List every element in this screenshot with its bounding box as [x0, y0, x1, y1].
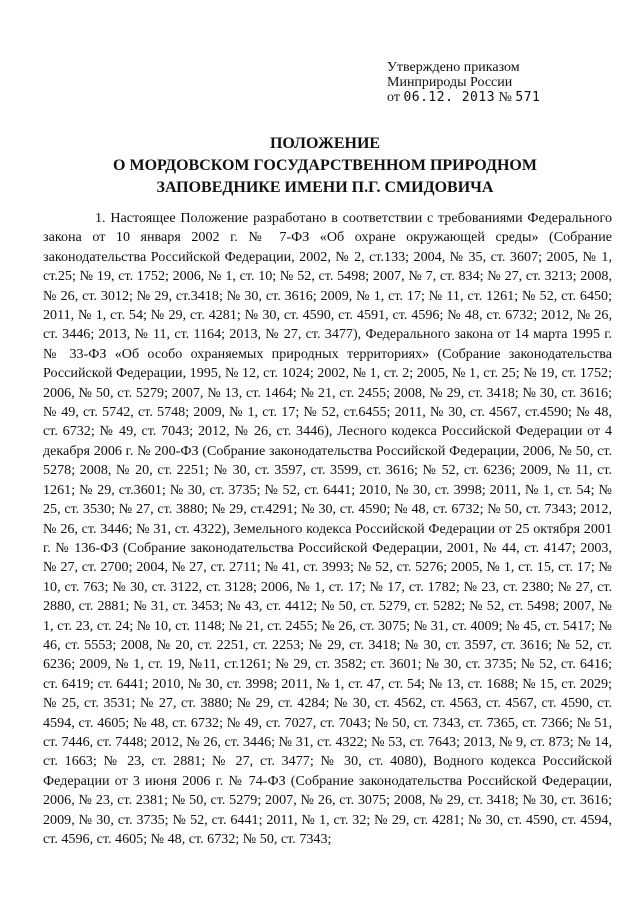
approval-number: 571 [515, 90, 541, 105]
title-line-1: ПОЛОЖЕНИЕ [269, 135, 381, 152]
title-line-2: О МОРДОВСКОМ ГОСУДАРСТВЕННОМ ПРИРОДНОМ [113, 157, 537, 174]
approval-date: 06.12. 2013 [403, 90, 496, 105]
document-title [40, 133, 610, 199]
approval-line-1: Утверждено приказом [387, 60, 520, 75]
approval-number-prefix: № [498, 90, 512, 105]
paragraph-1: 1. Настоящее Положение разработано в соответствии с требованиями Федерального закона от 10 января 2002 г. № 7-ФЗ «Об охране окружающей среды» (Собрание законодательства Российской Федерации, 2002, № 2, ст.133; 2004, № 35, ст. 3607; 2005, № 1, ст.25; № 19, ст. 1752; 2006, № 1, ст. 10; № 52, ст. 5498; 2007, № 7, ст. 834; № 27, ст. 3213; 2008, № 26, ст. 3012; № 29, ст.3418; № 30, ст. 3616; 2009, № 1, ст. 17; № 11, ст. 1261; № 52, ст. 6450; 2011, № 1, ст. 54; № 29, ст. 4281; № 30, ст. 4590, ст. 4591, ст. 4596; № 48, ст. 6732; 2012, № 26, ст. 3446; 2013, № 11, ст. 1164; 2013, № 27, ст. 3477), Федерального закона от 14 марта 1995 г. № 33-ФЗ «Об особо охраняемых природных территориях» (Собрание законодательства Российской Федерации, 1995, № 12, ст. 1024; 2002, № 1, ст. 2; 2005, № 1, ст. 25; № 19, ст. 1752; 2006, № 50, ст. 5279; 2007, № 13, ст. 1464; № 21, ст. 2455; 2008, № 29, ст. 3418; № 30, ст. 3616; № 49, ст. 5742, ст. 5748; 2009, № 1, ст. 17; № 52, ст.6455; 2011, № 30, ст. 4567, ст.4590; № 48, ст. 6732; № 49, ст. 7043; 2012, № 26, ст. 3446), Лесного кодекса Российской Федерации от 4 декабря 2006 г. № 200-ФЗ (Собрание законодательства Российской Федерации, 2006, № 50, ст. 5278; 2008, № 20, ст. 2251; № 30, ст. 3597, ст. 3599, ст. 3616; № 52, ст. 6236; 2009, № 11, ст. 1261; № 29, ст.3601; № 30, ст. 3735; № 52, ст. 6441; 2010, № 30, ст. 3998; 2011, № 1, ст. 54; № 25, ст. 3530; № 27, ст. 3880; № 29, ст.4291; № 30, ст. 4590; № 48, ст. 6732; № 50, ст. 7343; 2012, № 26, ст. 3446; № 31, ст. 4322), Земельного кодекса Российской Федерации от 25 октября 2001 г. № 136-ФЗ (Собрание законодательства Российской Федерации, 2001, № 44, ст. 4147; 2003, № 27, ст. 2700; 2004, № 27, ст. 2711; № 41, ст. 3993; № 52, ст. 5276; 2005, № 1, ст. 15, ст. 17; № 10, ст. 763; № 30, ст. 3122, ст. 3128; 2006, № 1, ст. 17; № 17, ст. 1782; № 23, ст. 2380; № 27, ст. 2880, ст. 2881; № 31, ст. 3453; № 43, ст. 4412; № 50, ст. 5279, ст. 5282; № 52, ст. 5498; 2007, № 1, ст. 23, ст. 24; № 10, ст. 1148; № 21, ст. 2455; № 26, ст. 3075; № 31, ст. 4009; № 45, ст. 5417; № 46, ст. 5553; 2008, № 20, ст. 2251, ст. 2253; № 29, ст. 3418; № 30, ст. 3597, ст. 3616; № 52, ст. 6236; 2009, № 1, ст. 19, №11, ст.1261; № 29, ст. 3582; ст. 3601; № 30, ст. 3735; № 52, ст. 6416; ст. 6419; ст. 6441; 2010, № 30, ст. 3998; 2011, № 1, ст. 47, ст. 54; № 13, ст. 1688; № 15, ст. 2029; № 25, ст. 3531; № 27, ст. 3880; № 29, ст. 4284; № 30, ст. 4562, ст. 4563, ст. 4567, ст. 4590, ст. 4594, ст. 4605; № 48, ст. 6732; № 49, ст. 7027, ст. 7043; № 50, ст. 7343, ст. 7365, ст. 7366; № 51, ст. 7446, ст. 7448; 2012, № 26, ст. 3446; № 31, ст. 4322; № 53, ст. 7643; 2013, № 9, ст. 873; № 14, ст. 1663; № 23, ст. 2881; № 27, ст. 3477; № 30, ст. 4080), Водного кодекса Российской Федерации от 3 июня 2006 г. № 74-ФЗ (Собрание законодательства Российской Федерации, 2006, № 23, ст. 2381; № 50, ст. 5279; 2007, № 26, ст. 3075; 2008, № 29, ст. 3418; № 30, ст. 3616; 2009, № 30, ст. 3735; № 52, ст. 6441; 2011, № 1, ст. 32; № 29, ст. 4281; № 30, ст. 4590, ст. 4594, ст. 4596, ст. 4605; № 48, ст. 6732; № 50, ст. 7343; [43, 210, 612, 847]
title-line-3: ЗАПОВЕДНИКЕ ИМЕНИ П.Г. СМИДОВИЧА [156, 179, 494, 196]
approval-line-2: Минприроды России [387, 75, 513, 90]
approval-date-prefix: от [387, 90, 400, 105]
approval-stamp [387, 60, 607, 105]
approval-date-line [387, 90, 607, 105]
